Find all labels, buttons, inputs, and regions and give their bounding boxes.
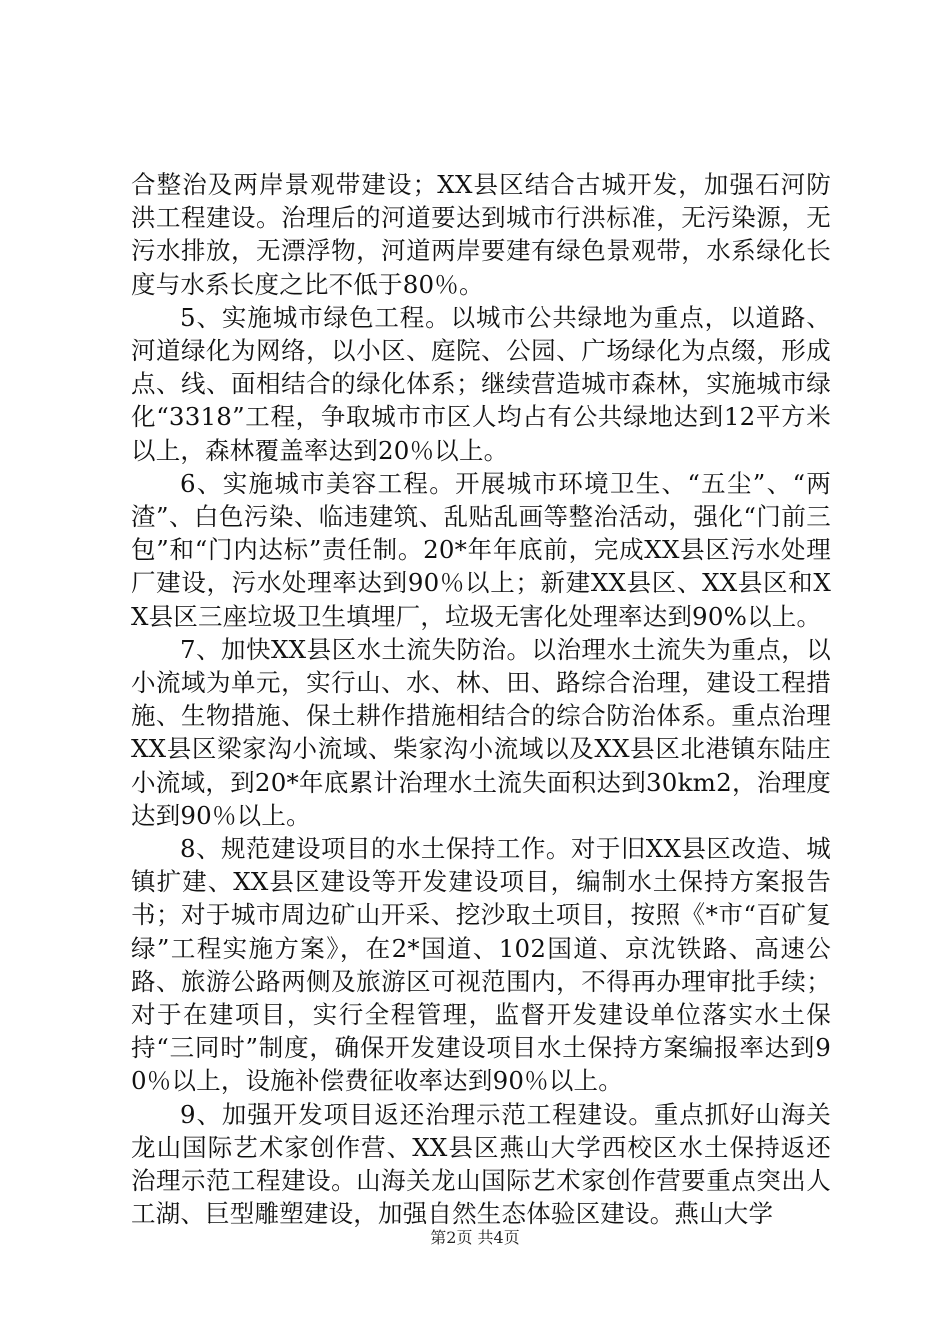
paragraph-item-9: 9、加强开发项目返还治理示范工程建设。重点抓好山海关龙山国际艺术家创作营、XX县区燕山大学西校区水土保持返还治理示范工程建设。山海关龙山国际艺术家创作营要重点突出人工湖、巨型雕塑建设，加强自然生态体验区建设。燕山大学 xyxy=(131,1099,831,1229)
paragraph-item-5: 5、实施城市绿色工程。以城市公共绿地为重点，以道路、河道绿化为网络，以小区、庭院、公园、广场绿化为点缀，形成点、线、面相结合的绿化体系；继续营造城市森林，实施城市绿化“3318”工程，争取城市市区人均占有公共绿地达到12平方米以上，森林覆盖率达到20％以上。 xyxy=(131,302,831,465)
paragraph-continuation: 合整治及两岸景观带建设；XX县区结合古城开发，加强石河防洪工程建设。治理后的河道要达到城市行洪标准，无污染源，无污水排放，无漂浮物，河道两岸要建有绿色景观带，水系绿化长度与水系长度之比不低于80％。 xyxy=(131,170,831,299)
page-footer: 第2页 共4页 xyxy=(430,1228,520,1247)
paragraph-item-8: 8、规范建设项目的水土保持工作。对于旧XX县区改造、城镇扩建、XX县区建设等开发建设项目，编制水土保持方案报告书；对于城市周边矿山开采、挖沙取土项目，按照《*市“百矿复绿”工程实施方案》，在2*国道、102国道、京沈铁路、高速公路、旅游公路两侧及旅游区可视范围内，不得再办理审批手续；对于在建项目，实行全程管理，监督开发建设单位落实水土保持“三同时”制度，确保开发建设项目水土保持方案编报率达到90％以上，设施补偿费征收率达到90％以上。 xyxy=(131,834,831,1096)
document-body xyxy=(131,168,831,1231)
paragraph-item-6: 6、实施城市美容工程。开展城市环境卫生、“五尘”、“两渣”、白色污染、临违建筑、乱贴乱画等整治活动，强化“门前三包”和“门内达标”责任制。20*年年底前，完成XX县区污水处理厂建设，污水处理率达到90％以上；新建XX县区、XX县区和XX县区三座垃圾卫生填埋厂，垃圾无害化处理率达到90%以上。 xyxy=(131,468,831,631)
paragraph-item-7: 7、加快XX县区水土流失防治。以治理水土流失为重点，以小流域为单元，实行山、水、林、田、路综合治理，建设工程措施、生物措施、保土耕作措施相结合的综合防治体系。重点治理XX县区梁家沟小流域、柴家沟小流域以及XX县区北港镇东陆庄小流域，到20*年底累计治理水土流失面积达到30km2，治理度达到90％以上。 xyxy=(131,634,831,830)
